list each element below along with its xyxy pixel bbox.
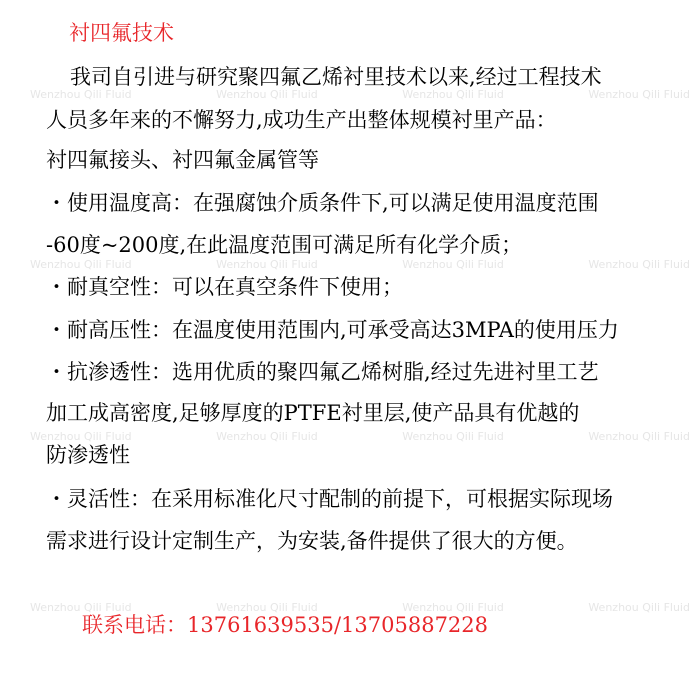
watermark-text: Wenzhou Qili Fluid [588,88,690,101]
body-line: 防渗透性 [46,443,130,467]
watermark-text: Wenzhou Qili Fluid [216,430,318,443]
watermark-text: Wenzhou Qili Fluid [30,88,132,101]
watermark-text: Wenzhou Qili Fluid [402,430,504,443]
body-line: 加工成高密度,足够厚度的PTFE衬里层,使产品具有优越的 [46,401,580,425]
body-line: 人员多年来的不懈努力,成功生产出整体规模衬里产品： [46,108,557,132]
watermark-text: Wenzhou Qili Fluid [30,430,132,443]
watermark-text: Wenzhou Qili Fluid [216,601,318,614]
body-line: -60度~200度,在此温度范围可满足所有化学介质； [46,233,523,257]
body-line: 需求进行设计定制生产，为安装,备件提供了很大的方便。 [46,529,578,553]
watermark-text: Wenzhou Qili Fluid [588,601,690,614]
watermark-text: Wenzhou Qili Fluid [588,258,690,271]
watermark-text: Wenzhou Qili Fluid [402,258,504,271]
watermark-text: Wenzhou Qili Fluid [402,601,504,614]
body-line: 我司自引进与研究聚四氟乙烯衬里技术以来,经过工程技术 [70,65,602,89]
bullet-line: ・使用温度高：在强腐蚀介质条件下,可以满足使用温度范围 [46,191,599,215]
watermark-row [30,258,690,271]
watermark-text: Wenzhou Qili Fluid [30,601,132,614]
bullet-line: ・耐高压性：在温度使用范围内,可承受高达3MPA的使用压力 [46,318,619,342]
watermark-text: Wenzhou Qili Fluid [216,258,318,271]
page-title: 衬四氟技术 [69,21,174,45]
watermark-text: Wenzhou Qili Fluid [402,88,504,101]
bullet-line: ・抗渗透性：选用优质的聚四氟乙烯树脂,经过先进衬里工艺 [46,360,599,384]
watermark-text: Wenzhou Qili Fluid [588,430,690,443]
watermark-text: Wenzhou Qili Fluid [216,88,318,101]
bullet-line: ・灵活性：在采用标准化尺寸配制的前提下，可根据实际现场 [46,487,613,511]
watermark-text: Wenzhou Qili Fluid [30,258,132,271]
bullet-line: ・耐真空性：可以在真空条件下使用； [46,275,403,299]
contact-phone: 联系电话：13761639535/13705887228 [82,613,489,637]
body-line: 衬四氟接头、衬四氟金属管等 [46,148,319,172]
